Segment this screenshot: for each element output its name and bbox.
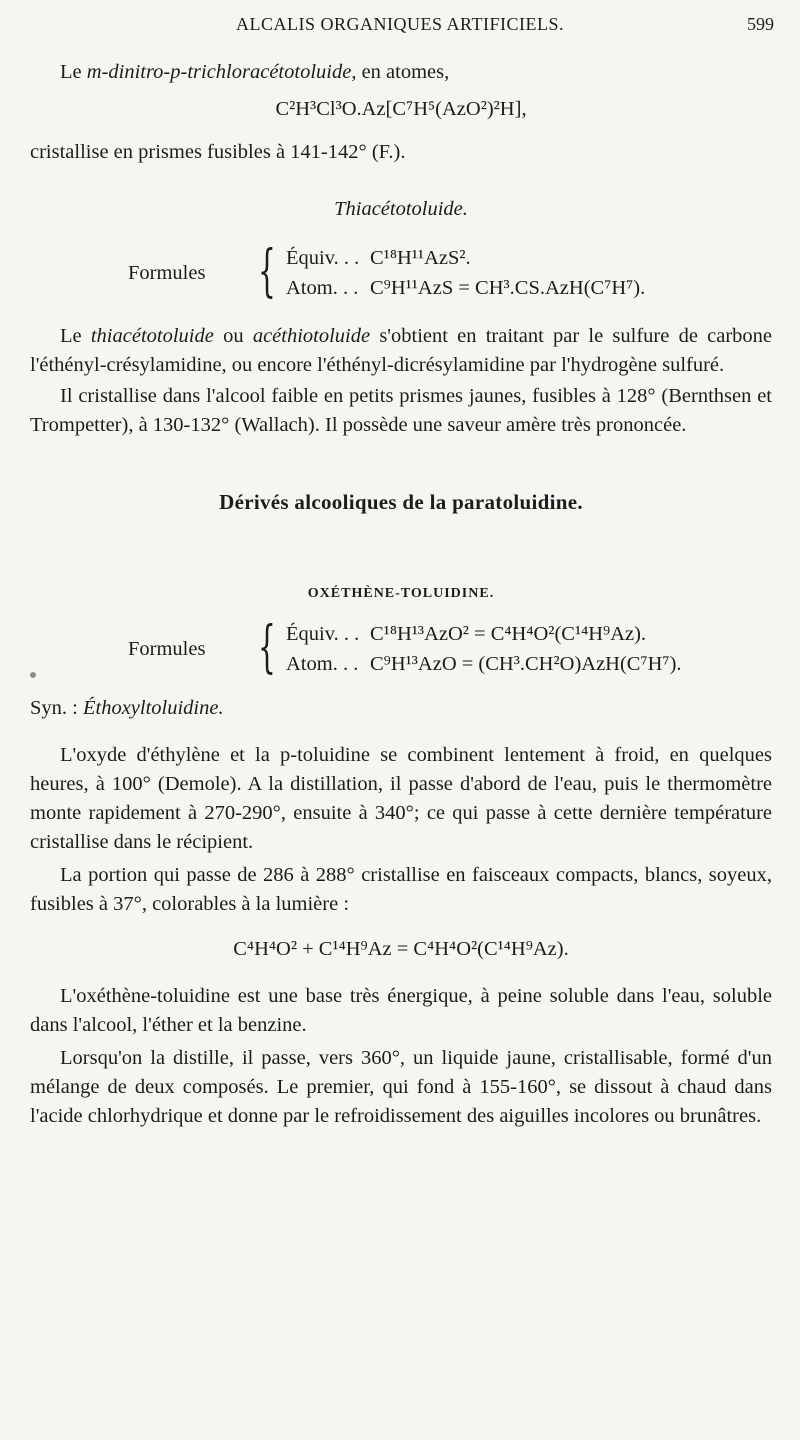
thiacetotoluide-title: Thiacétotoluide. — [334, 198, 468, 220]
running-header — [0, 14, 800, 42]
intro-after: , en atomes, — [351, 61, 450, 83]
intro-melting-point: cristallise en prismes fusibles à 141-142° (F.). — [30, 141, 406, 163]
oxethene-paragraph-3: L'oxéthène-toluidine est une base très énergique, à peine soluble dans l'eau, soluble dans l'alcool, l'éther et la benzine. — [30, 985, 772, 1036]
atom-value: C⁹H¹³AzO = (CH³.CH²O)AzH(C⁷H⁷). — [370, 653, 682, 675]
thiacetotoluide-formulas — [30, 239, 772, 306]
atom-value: C⁹H¹¹AzS = CH³.CS.AzH(C⁷H⁷). — [370, 277, 646, 299]
thia-paragraph-1 — [30, 322, 772, 380]
section-title: Dérivés alcooliques de la paratoluidine. — [219, 490, 583, 514]
equiv-key: Équiv. . . — [286, 623, 360, 645]
formulas-label: Formules — [128, 638, 206, 660]
ink-speck — [30, 672, 36, 678]
brace-symbol: { — [258, 239, 276, 304]
atom-key: Atom. . . — [286, 277, 359, 299]
oxethene-formulas — [30, 615, 772, 682]
intro-lead: Le — [60, 61, 82, 83]
equiv-row — [286, 244, 471, 273]
equiv-row — [286, 620, 646, 649]
intro-line — [30, 58, 772, 87]
p1-lead: Le — [60, 325, 82, 347]
compound-name: m-dinitro-p-trichloracétotoluide — [86, 61, 352, 83]
equiv-key: Équiv. . . — [286, 247, 360, 269]
intro-formula: C²H³Cl³O.Az[C⁷H⁵(AzO²)²H], — [275, 98, 527, 120]
atom-row — [286, 650, 682, 679]
page-content — [30, 58, 772, 1131]
reaction-equation: C⁴H⁴O² + C¹⁴H⁹Az = C⁴H⁴O²(C¹⁴H⁹Az). — [233, 938, 569, 960]
syn-label: Syn. : — [30, 697, 78, 719]
thia-paragraph-2: Il cristallise dans l'alcool faible en petits prismes jaunes, fusibles à 128° (Bernthsen et Trompetter), à 130-132° (Wallach). Il possède une saveur amère très prononcée. — [30, 385, 772, 436]
atom-key: Atom. . . — [286, 653, 359, 675]
synonym-line — [30, 694, 772, 723]
oxethene-paragraph-1: L'oxyde d'éthylène et la p-toluidine se combinent lentement à froid, en quelques heures, à 100° (Demole). A la distillation, il passe d'abord de l'eau, puis le thermomètre monte rapidement à 270-290°, ensuite à 340°; ce qui passe à cette dernière température cristallise dans le récipient. — [30, 744, 772, 853]
page-number: 599 — [747, 14, 774, 34]
oxethene-paragraph-2: La portion qui passe de 286 à 288° cristallise en faisceaux compacts, blancs, soyeux, fusibles à 37°, colorables à la lumière : — [30, 864, 772, 915]
oxethene-title: OXÉTHÈNE-TOLUIDINE. — [307, 586, 495, 601]
atom-row — [286, 274, 645, 303]
p1-rest: s'obtient en traitant par le sulfure de carbone l'éthényl-crésylamidine, ou encore l'éthényl-dicrésylamidine par l'hydrogène sulfuré. — [30, 325, 773, 376]
oxethene-paragraph-4: Lorsqu'on la distille, il passe, vers 360°, un liquide jaune, cristallisable, formé d'un mélange de deux composés. Le premier, qui fond à 155-160°, se dissout à chaud dans l'acide chlorhydrique et donne par le refroidissement des aiguilles incolores ou brunâtres. — [30, 1047, 772, 1127]
header-title: ALCALIS ORGANIQUES ARTIFICIELS. — [236, 14, 564, 34]
p1-mid: ou — [223, 325, 244, 347]
formulas-label: Formules — [128, 262, 206, 284]
equiv-value: C¹⁸H¹³AzO² = C⁴H⁴O²(C¹⁴H⁹Az). — [370, 623, 647, 645]
equiv-value: C¹⁸H¹¹AzS². — [370, 247, 471, 269]
p1-name2: acéthiotoluide — [252, 325, 371, 347]
brace-symbol: { — [258, 615, 276, 680]
p1-name1: thiacétotoluide — [90, 325, 214, 347]
syn-name: Éthoxyltoluidine. — [82, 697, 224, 719]
